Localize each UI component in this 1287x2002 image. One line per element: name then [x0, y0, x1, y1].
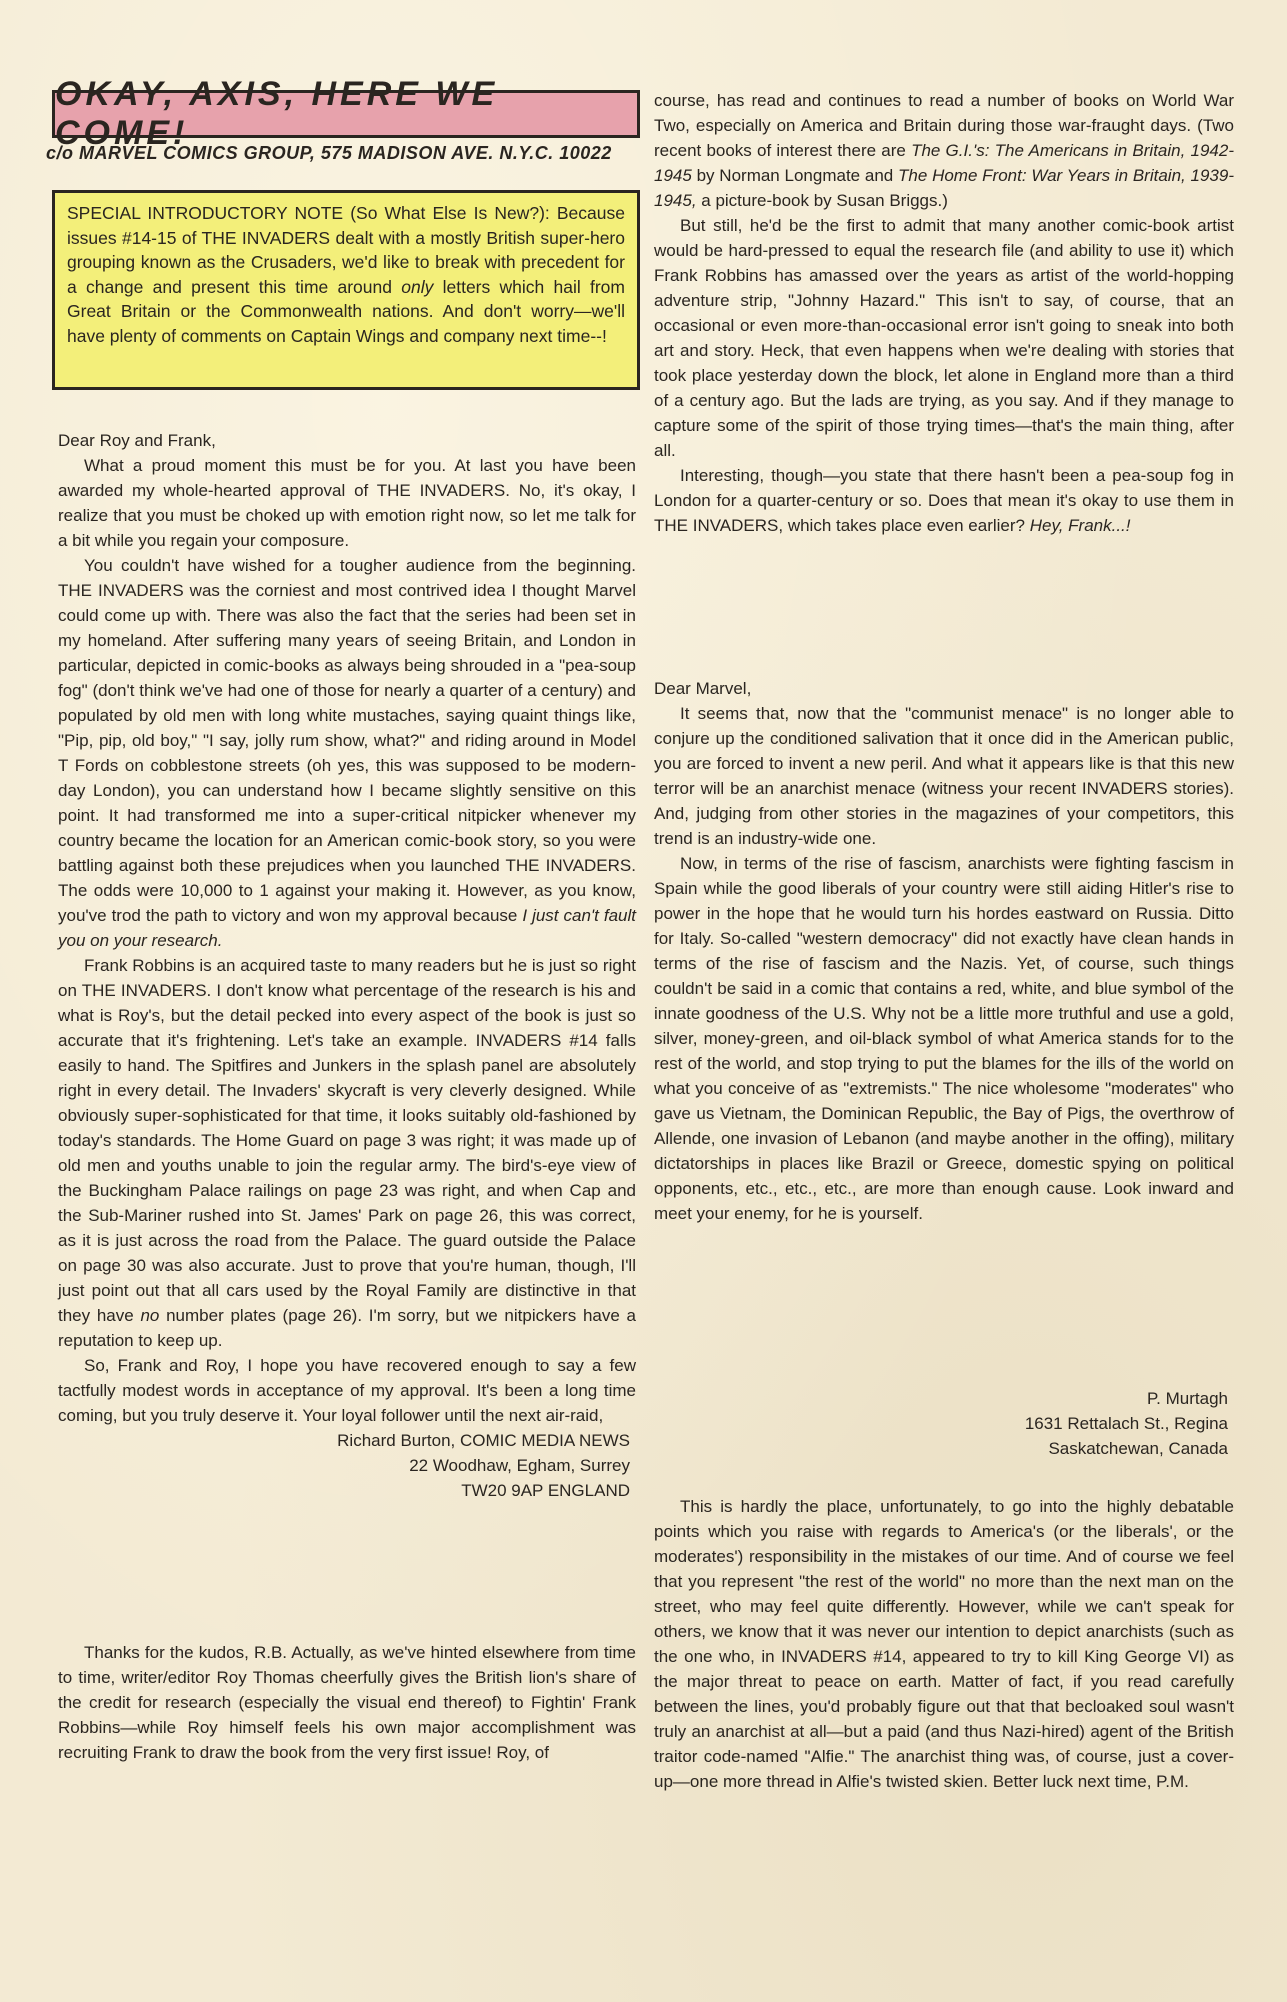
letter2-signature-name: P. Murtagh	[1147, 1389, 1228, 1408]
note-body-only: only	[401, 276, 434, 297]
letter2-paragraph-1: It seems that, now that the "communist menace" is no longer able to conjure up the conditioned salivation that it once did in the American public, you are forced to invent a new peril. And what it appears like is that this new terror will be an anarchist menace (witness your recent INVADERS stories). And, judging from other stories in the magazines of your competitors, this trend is an industry-wide one.	[654, 704, 1234, 848]
letter-burton	[58, 428, 636, 1503]
letter2-signature-address-1: 1631 Rettalach St., Regina	[1024, 1414, 1228, 1433]
introductory-note	[52, 190, 640, 390]
reply1-right-text-c: a picture-book by Susan Briggs.)	[696, 191, 948, 210]
note-body-b: letters which hail from Great Britain or the Commonwealth nations. And don't worry—we'll have plenty of comments on Captain Wings and company next time--!	[67, 276, 625, 346]
letter1-p3-emphasis: no	[140, 1306, 160, 1325]
letter2-signature-address-2: Saskatchewan, Canada	[1048, 1439, 1228, 1458]
letter1-p2-text: You couldn't have wished for a tougher audience from the beginning. THE INVADERS was the corniest and most contrived idea I thought Marvel could come up with. There was also the fact that the series had been set in my homeland. After suffering many years of seeing Britain, and London in particular, depicted in comic-books as always being shrouded in a "pea-soup fog" (don't think we've had one of those for nearly a quarter of a century) and populated by old men with long white mustaches, saying quaint things like, "Pip, pip, old boy," "I say, jolly rum show, what?" and riding around in Model T Fords on cobblestone streets (oh yes, this was supposed to be modern-day London), you can understand how I became slightly sensitive on this point. It had transformed me into a super-critical nitpicker whenever my country became the location for an American comic-book story, so you were battling against both these prejudices when you launched THE INVADERS. The odds were 10,000 to 1 against your making it. However, as you know, you've trod the path to victory and won my approval because	[58, 556, 636, 925]
reply1-book-title-2: The Home Front: War Years in Britain, 1939-1945,	[654, 166, 1234, 210]
letter2-salutation: Dear Marvel,	[654, 679, 752, 698]
letters-column-title-banner	[52, 75, 640, 152]
reply1-left-text: Thanks for the kudos, R.B. Actually, as we've hinted elsewhere from time to time, writer/editor Roy Thomas cheerfully gives the British lion's share of the credit for research (especially the visual end thereof) to Fightin' Frank Robbins—while Roy himself feels his own major accomplishment was recruiting Frank to draw the book from the very first issue! Roy, of	[58, 1643, 636, 1762]
letter1-paragraph-4: So, Frank and Roy, I hope you have recovered enough to say a few tactfully modest words in acceptance of my approval. It's been a long time coming, but you truly deserve it. Your loyal follower until the next air-raid,	[58, 1356, 636, 1425]
letter1-paragraph-1: What a proud moment this must be for you. At last you have been awarded my whole-hearted approval of THE INVADERS. No, it's okay, I realize that you must be choked up with emotion right now, so let me talk for a bit while you regain your composure.	[58, 456, 636, 550]
letter1-paragraph-3	[58, 953, 636, 1353]
reply1-right-text-b: by Norman Longmate and	[691, 166, 899, 185]
reply1-right-paragraph-1	[654, 88, 1234, 213]
reply1-paragraph-2: But still, he'd be the first to admit that many another comic-book artist would be hard-pressed to equal the research file (and ability to use it) which Frank Robbins has amassed over the years as artist of the world-hopping adventure strip, "Johnny Hazard." This isn't to say, of course, that an occasional or even more-than-occasional error isn't going to sneak into both art and story. Heck, that even happens when we're dealing with stories that took place yesterday down the block, let alone in England more than a third of a century ago. But the lads are trying, as you say. And if they manage to capture some of the spirit of those trying times—that's the main thing, after all.	[654, 216, 1234, 460]
letter1-signature-address-1: 22 Woodhaw, Egham, Surrey	[409, 1456, 630, 1475]
reply1-p3-emphasis: Hey, Frank...!	[1029, 516, 1131, 535]
reply-burton-start	[58, 1640, 636, 1765]
reply1-right-text-a: course, has read and continues to read a number of books on World War Two, especially on America and Britain during those war-fraught days. (Two recent books of interest there are	[654, 91, 1234, 160]
mailing-address: c/o MARVEL COMICS GROUP, 575 MADISON AVE. N.Y.C. 10022	[46, 143, 612, 163]
reply-burton-continued	[654, 88, 1234, 538]
letter2-paragraph-2: Now, in terms of the rise of fascism, anarchists were fighting fascism in Spain while the good liberals of your country were still aiding Hitler's rise to power in the hope that he would turn his hordes eastward on Russia. Ditto for Italy. So-called "western democracy" did not exactly have clean hands in terms of the rise of fascism and the Nazis. Yet, of course, such things couldn't be said in a comic that contains a red, white, and blue symbol of the innate goodness of the U.S. Why not be a little more truthful and use a gold, silver, money-green, and oil-black symbol of what America stands for to the rest of the world, and stop trying to put the blames for the ills of the world on what you conceive of as "extremists." The nice wholesome "moderates" who gave us Vietnam, the Dominican Republic, the Bay of Pigs, the overthrow of Allende, one invasion of Lebanon (and maybe another in the offing), military dictatorships in places like Brazil or Greece, domestic spying on political opponents, etc., etc., etc., are more than enough cause. Look inward and meet your enemy, for he is yourself.	[654, 854, 1234, 1223]
letter1-signature-name: Richard Burton, COMIC MEDIA NEWS	[337, 1431, 630, 1450]
reply1-p3-text: Interesting, though—you state that there hasn't been a pea-soup fog in London for a quarter-century or so. Does that mean it's okay to use them in THE INVADERS, which takes place even earlier?	[654, 466, 1234, 535]
letter1-salutation: Dear Roy and Frank,	[58, 431, 216, 450]
reply2-paragraph-1: This is hardly the place, unfortunately, to go into the highly debatable points which you raise with regards to America's (or the liberals', or the moderates') responsibility in the mistakes of our time. And of course we feel that you represent "the rest of the world" no more than the next man on the street, who may feel quite differently. However, while we can't speak for others, we know that it was never our intention to depict anarchists (such as the one who, in INVADERS #14, appeared to try to kill King George VI) as the major threat to peace on earth. Matter of fact, if you read carefully between the lines, you'd probably figure out that that becloaked soul wasn't truly an anarchist at all—but a paid (and thus Nazi-hired) agent of the British traitor code-named "Alfie." The anarchist thing was, of course, just a cover-up—one more thread in Alfie's twisted skien. Better luck next time, P.M.	[654, 1497, 1234, 1791]
letters-column-title: OKAY, AXIS, HERE WE COME!	[55, 75, 499, 152]
letter1-paragraph-2	[58, 553, 636, 953]
letter2-signature	[654, 1386, 1234, 1461]
reply1-paragraph-3	[654, 463, 1234, 538]
letter1-p2-emphasis: I just can't fault you on your research.	[58, 906, 636, 950]
letter1-p3-text-b: number plates (page 26). I'm sorry, but we nitpickers have a reputation to keep up.	[58, 1306, 636, 1350]
note-body-a: Because issues #14-15 of THE INVADERS dealt with a mostly British super-hero grouping known as the Crusaders, we'd like to break with precedent for a change and present this time around	[67, 203, 625, 297]
reply1-book-title-1: The G.I.'s: The Americans in Britain, 1942-1945	[654, 141, 1234, 185]
note-lead: SPECIAL INTRODUCTORY NOTE (So What Else Is New?):	[67, 203, 550, 223]
letter1-p3-text-a: Frank Robbins is an acquired taste to many readers but he is just so right on THE INVADERS. I don't know what percentage of the research is his and what is Roy's, but the detail pecked into every aspect of the book is just so accurate that it's frightening. Let's take an example. INVADERS #14 falls easily to hand. The Spitfires and Junkers in the splash panel are absolutely right in every detail. The Invaders' skycraft is very cleverly designed. While obviously super-sophisticated for that time, it looks suitably old-fashioned by today's standards. The Home Guard on page 3 was right; it was made up of old men and youths unable to join the regular army. The bird's-eye view of the Buckingham Palace railings on page 23 was right, and when Cap and the Sub-Mariner rushed into St. James' Park on page 26, this was correct, as it is just across the road from the Palace. The guard outside the Palace on page 30 was also accurate. Just to prove that you're human, though, I'll just point out that all cars used by the Royal Family are distinctive in that they have	[58, 956, 636, 1325]
letter-murtagh	[654, 676, 1234, 1226]
reply-murtagh	[654, 1494, 1234, 1794]
letter1-signature-address-2: TW20 9AP ENGLAND	[461, 1481, 630, 1500]
